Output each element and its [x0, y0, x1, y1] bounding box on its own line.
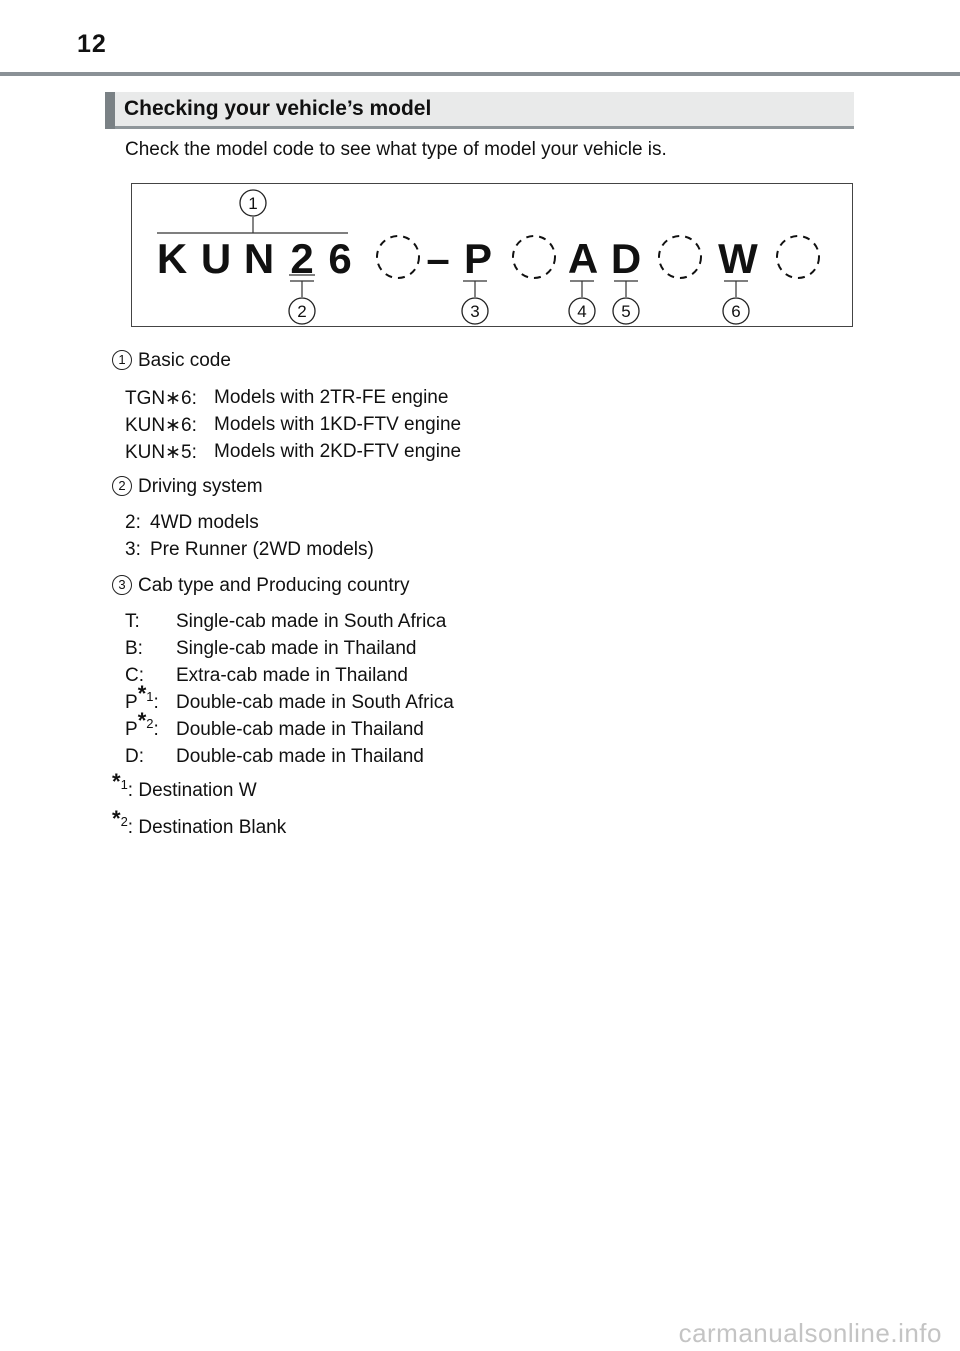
cab-type-heading [112, 575, 409, 597]
cab-type-value: Double-cab made in Thailand [176, 746, 424, 767]
callout-2-label: 2 [297, 302, 307, 321]
code-char-u: U [200, 235, 232, 282]
cab-type-key: B: [125, 638, 143, 659]
blank-position-4 [777, 236, 819, 278]
model-code-diagram [131, 183, 853, 327]
blank-position-1 [377, 236, 419, 278]
basic-code-value: Models with 2KD-FTV engine [214, 441, 462, 462]
cab-type-value: Single-cab made in Thailand [176, 638, 417, 659]
code-char-a: A [567, 235, 599, 282]
code-char-d: D [610, 235, 642, 282]
blank-position-2 [513, 236, 555, 278]
cab-type-key: C: [125, 665, 144, 686]
callout-5-label: 5 [621, 302, 631, 321]
driving-system-marker: 2 [112, 476, 132, 496]
cab-type-key: $P^{*2}$: [125, 708, 159, 740]
code-char-6: 6 [328, 235, 352, 282]
section-header [105, 92, 854, 129]
cab-type-marker: 3 [112, 575, 132, 595]
basic-code-marker: 1 [112, 350, 132, 370]
blank-position-3 [659, 236, 701, 278]
section-title: Checking your vehicle’s model [124, 97, 432, 120]
page-number: 12 [77, 30, 107, 58]
basic-code-value: Models with 1KD-FTV engine [214, 414, 462, 435]
cab-type-key: $P^{*1}$: [125, 681, 159, 713]
intro-text: Check the model code to see what type of model your vehicle is. [125, 139, 667, 160]
section-header-bar [105, 92, 115, 129]
callout-4-label: 4 [577, 302, 587, 321]
footnote-2: $^{*2}$: Destination Blank [112, 806, 287, 838]
driving-system-value: 4WD models [150, 512, 259, 533]
callout-6-label: 6 [731, 302, 741, 321]
footnote-1: $^{*1}$: Destination W [112, 769, 257, 801]
callout-1-label: 1 [248, 194, 258, 213]
cab-type-key: T: [125, 611, 140, 632]
cab-type-value: Double-cab made in South Africa [176, 692, 454, 713]
callout-3-label: 3 [470, 302, 480, 321]
cab-type-heading-text: Cab type and Producing country [138, 575, 410, 596]
basic-code-heading-text: Basic code [138, 350, 231, 371]
basic-code-heading [112, 350, 231, 372]
code-char-w: W [718, 235, 758, 282]
driving-system-value: Pre Runner (2WD models) [150, 539, 374, 560]
cab-type-value: Double-cab made in Thailand [176, 719, 424, 740]
basic-code-key: KUN∗6: [125, 415, 197, 436]
watermark: carmanualsonline.info [678, 1318, 942, 1348]
driving-system-key: 3: [125, 539, 141, 560]
cab-type-key: D: [125, 746, 144, 767]
code-char-k: K [156, 235, 188, 282]
basic-code-key: KUN∗5: [125, 442, 197, 463]
code-char-p: P [463, 235, 493, 282]
code-char-n: N [243, 235, 275, 282]
basic-code-value: Models with 2TR-FE engine [214, 387, 449, 408]
driving-system-key: 2: [125, 512, 141, 533]
driving-system-heading [112, 476, 263, 498]
basic-code-key: TGN∗6: [125, 388, 197, 409]
code-char-2: 2 [290, 235, 314, 282]
cab-type-value: Extra-cab made in Thailand [176, 665, 408, 686]
top-rule [0, 72, 960, 76]
code-char-dash: – [426, 235, 450, 282]
cab-type-value: Single-cab made in South Africa [176, 611, 447, 632]
driving-system-heading-text: Driving system [138, 476, 263, 497]
